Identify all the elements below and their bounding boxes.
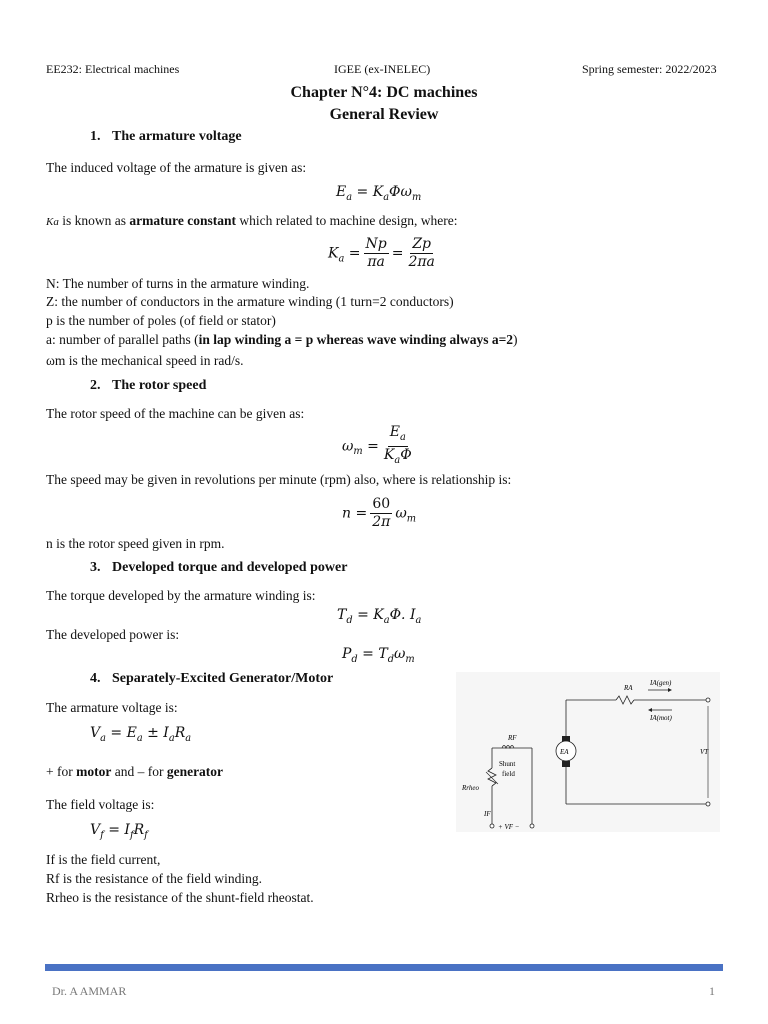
section-title: Developed torque and developed power <box>112 560 348 575</box>
def-a-post: ) <box>513 332 518 347</box>
section-title: The armature voltage <box>112 129 242 144</box>
eq-vf: $V_f = I_fR_f$ <box>90 822 148 841</box>
section-number: 1. <box>90 129 101 144</box>
label-ea: EA <box>560 748 569 756</box>
def-z: Z: the number of conductors in the armature winding (1 turn=2 conductors) <box>46 294 454 309</box>
sign-mid: and – for <box>111 764 167 779</box>
rheostat-icon <box>488 768 496 786</box>
eq-pd: $P_d = T_d\omega_m$ <box>342 646 415 665</box>
n-definition: n is the rotor speed given in rpm. <box>46 536 225 551</box>
section-2-heading <box>90 378 206 394</box>
label-ra: RA <box>624 684 633 692</box>
eq-td: $T_d = K_a\Phi$. $I_a$ <box>337 607 422 626</box>
label-vf: + VF − <box>498 823 520 831</box>
chapter-subtitle: General Review <box>329 106 439 123</box>
ka-symbol: Ka <box>46 216 59 228</box>
armature-intro: The induced voltage of the armature is given as: <box>46 160 307 175</box>
header-institute: IGEE (ex-INELEC) <box>334 62 431 76</box>
label-ia-mot: IA(mot) <box>650 714 672 722</box>
eq-va: $V_a = E_a \pm I_aR_a$ <box>90 725 192 744</box>
def-a-bold: in lap winding a = p whereas wave winding always a=2 <box>198 332 514 347</box>
def-a-pre: a: number of parallel paths ( <box>46 332 199 347</box>
circuit-diagram <box>456 672 720 832</box>
eq-ka: $K_a$ = $\frac{Np}{\pi a}$ = $\frac{Zp}{2\pi a}$ <box>328 236 435 270</box>
label-ia-gen: IA(gen) <box>650 679 672 687</box>
section-number: 2. <box>90 378 101 393</box>
sign-pre: + for <box>46 764 77 779</box>
sign-generator: generator <box>166 764 224 779</box>
va-intro: The armature voltage is: <box>46 700 178 715</box>
ka-bold: armature constant <box>129 213 236 228</box>
eq-n: n = $\frac{60}{2\pi}$ $\omega_m$ <box>342 496 417 530</box>
torque-intro: The torque developed by the armature winding is: <box>46 588 316 603</box>
header-semester: Spring semester: 2022/2023 <box>582 62 717 76</box>
vf-intro: The field voltage is: <box>46 797 155 812</box>
section-1-heading <box>90 129 242 145</box>
section-number: 4. <box>90 671 101 686</box>
section-title: Separately-Excited Generator/Motor <box>112 671 334 686</box>
eq-wm: $\omega_m$ = $\frac{E_a}{K_a\Phi}$ <box>342 424 412 466</box>
label-vt: VT <box>700 748 709 756</box>
def-rrheo: Rrheo is the resistance of the shunt-field rheostat. <box>46 890 314 905</box>
ka-text-2: which related to machine design, where: <box>235 213 458 228</box>
label-rf: RF <box>508 734 517 742</box>
page-number: 1 <box>709 984 715 998</box>
header-course: EE232: Electrical machines <box>46 62 180 76</box>
label-rrheo: Rrheo <box>462 784 479 792</box>
def-p: p is the number of poles (of field or stator) <box>46 313 276 328</box>
section-title: The rotor speed <box>112 378 207 393</box>
section-3-heading <box>90 560 347 576</box>
chapter-title: Chapter N°4: DC machines <box>290 84 478 101</box>
def-if: If is the field current, <box>46 852 161 867</box>
section-4-heading <box>90 671 333 687</box>
def-n: N: The number of turns in the armature winding. <box>46 276 310 291</box>
eq-ea: $E_a = K_a\Phi\omega_m$ <box>336 184 422 203</box>
section-number: 3. <box>90 560 101 575</box>
sign-motor: motor <box>76 764 112 779</box>
ka-definition <box>46 211 458 232</box>
rotor-speed-intro: The rotor speed of the machine can be given as: <box>46 406 305 421</box>
def-a <box>46 330 518 349</box>
label-if: IF <box>484 810 491 818</box>
rpm-intro: The speed may be given in revolutions per minute (rpm) also, where is relationship is: <box>46 472 512 487</box>
footer-divider <box>45 964 723 971</box>
def-wm: ωm is the mechanical speed in rad/s. <box>46 353 244 368</box>
power-intro: The developed power is: <box>46 627 180 642</box>
footer-author: Dr. A AMMAR <box>52 984 127 998</box>
label-field: field <box>502 770 515 778</box>
sign-convention <box>46 762 223 781</box>
ka-text-1: is known as <box>58 213 130 228</box>
ra-resistor-icon <box>616 696 634 704</box>
def-rf: Rf is the resistance of the field winding. <box>46 871 262 886</box>
label-shunt: Shunt <box>499 760 516 768</box>
